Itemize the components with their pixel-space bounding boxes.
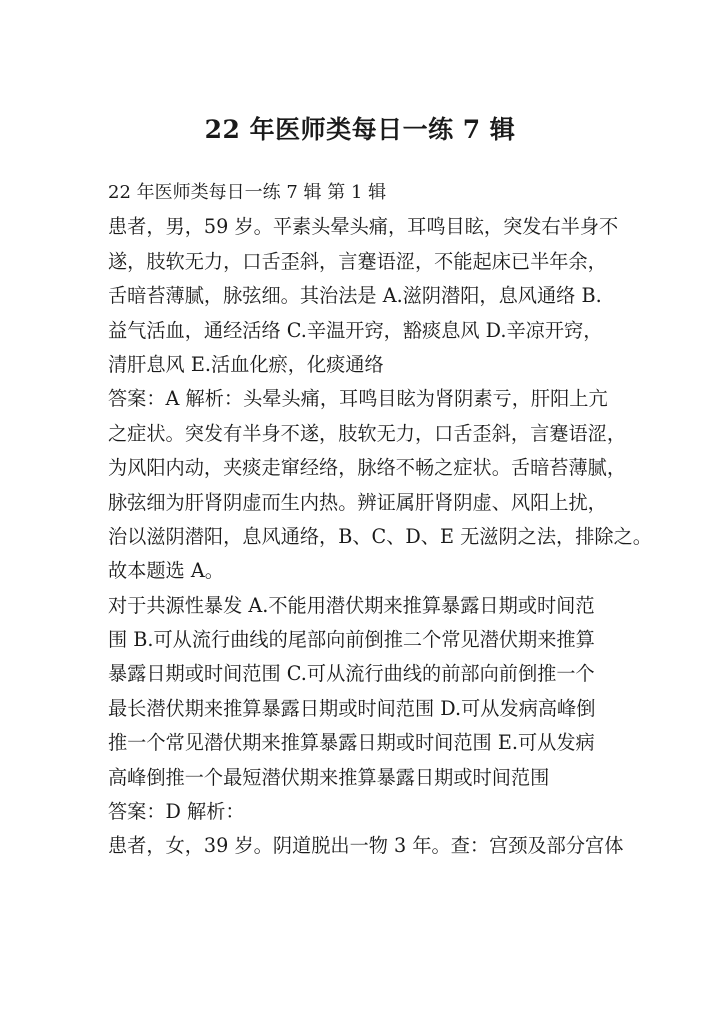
- text-line: 围 B.可从流行曲线的尾部向前倒推二个常见潜伏期来推算: [108, 628, 595, 652]
- text-line: 舌暗苔薄腻，脉弦细。其治法是 A.滋阴潜阳，息风通络 B.: [108, 284, 602, 308]
- text-line: 暴露日期或时间范围 C.可从流行曲线的前部向前倒推一个: [108, 662, 595, 686]
- text-line: 之症状。突发有半身不遂，肢软无力，口舌歪斜，言蹇语涩，: [108, 421, 627, 445]
- text-line: 清肝息风 E.活血化瘀，化痰通络: [108, 352, 384, 376]
- text-line: 患者，男，59 岁。平素头晕头痛，耳鸣目眩，突发右半身不: [108, 215, 619, 239]
- text-line: 最长潜伏期来推算暴露日期或时间范围 D.可从发病高峰倒: [108, 696, 596, 720]
- text-line: 脉弦细为肝肾阴虚而生内热。辨证属肝肾阴虚、风阳上扰，: [108, 490, 607, 514]
- subheading: 22 年医师类每日一练 7 辑 第 1 辑: [108, 182, 387, 203]
- text-line: 推一个常见潜伏期来推算暴露日期或时间范围 E.可从发病: [108, 731, 595, 755]
- answer-line: 答案：D 解析：: [108, 800, 245, 824]
- text-line: 患者，女，39 岁。阴道脱出一物 3 年。查：宫颈及部分宫体: [108, 834, 624, 858]
- text-line: 故本题选 A。: [108, 559, 224, 583]
- text-line: 高峰倒推一个最短潜伏期来推算暴露日期或时间范围: [108, 765, 550, 789]
- text-line: 治以滋阴潜阳，息风通络，B、C、D、E 无滋阴之法，排除之。: [108, 524, 652, 548]
- text-line: 益气活血，通经活络 C.辛温开窍，豁痰息风 D.辛凉开窍，: [108, 318, 603, 342]
- text-line: 为风阳内动，夹痰走窜经络，脉络不畅之症状。舌暗苔薄腻，: [108, 456, 627, 480]
- text-line: 遂，肢软无力，口舌歪斜，言蹇语涩，不能起床已半年余，: [108, 249, 607, 273]
- document-body: [108, 176, 652, 864]
- answer-line: 答案：A 解析：头晕头痛，耳鸣目眩为肾阴素亏，肝阳上亢: [108, 387, 608, 411]
- text-line: 对于共源性暴发 A.不能用潜伏期来推算暴露日期或时间范: [108, 593, 595, 617]
- document-title: 22 年医师类每日一练 7 辑: [204, 115, 516, 144]
